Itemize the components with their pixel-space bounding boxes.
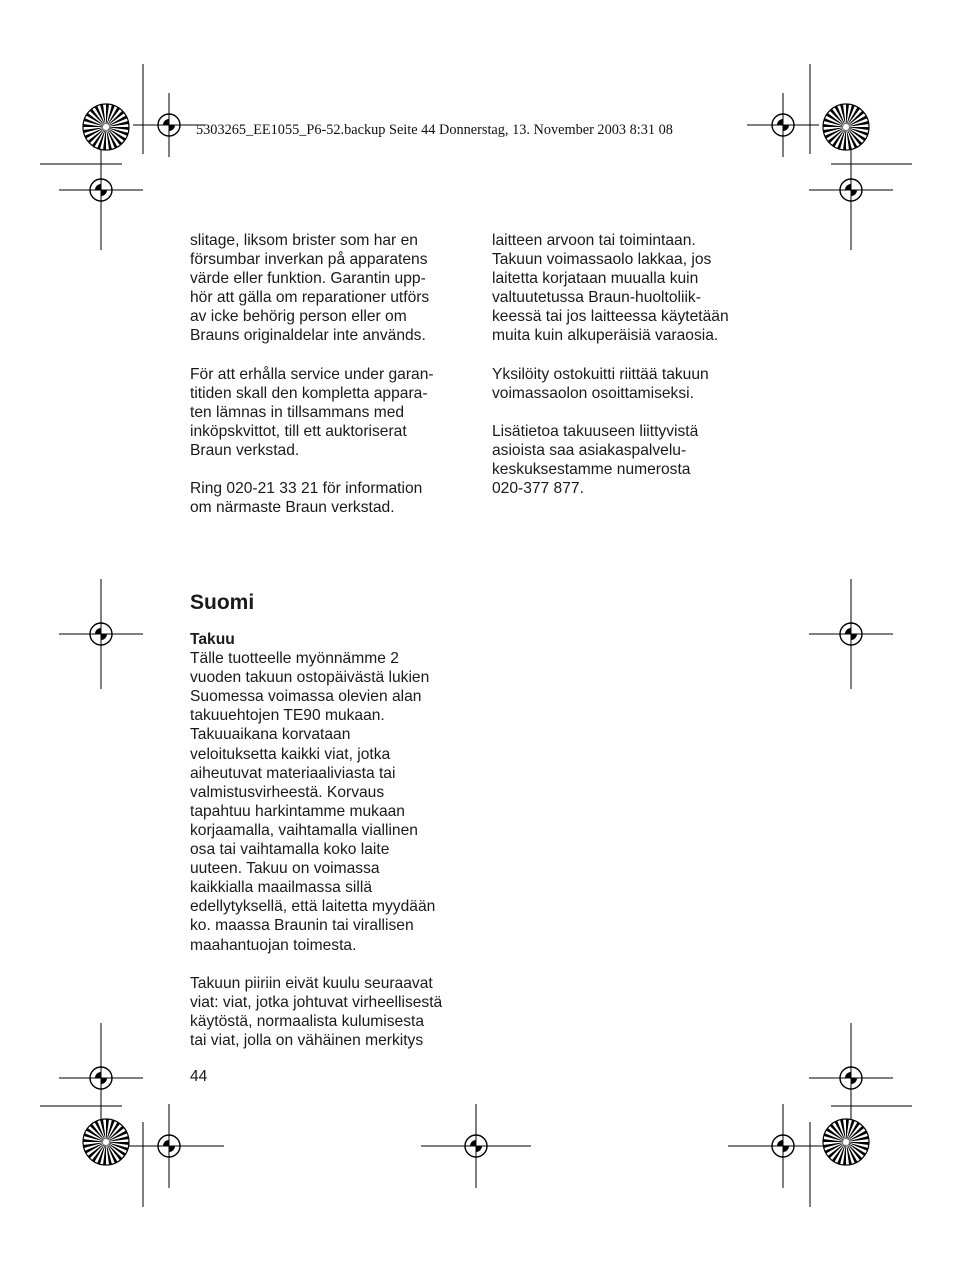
paragraph: För att erhålla service under garan- titiden skall den kompletta appara- ten lämnas in tillsammans med inköpskvittot, till ett auktoriserat Braun verkstad.: [190, 365, 434, 460]
paragraph: Takuun piiriin eivät kuulu seuraavat viat: viat, jotka johtuvat virheellisestä käytöstä, normaalista kulumisesta tai viat, jolla on vähäinen merkitys: [190, 974, 443, 1049]
crosshair-target-icon: [114, 1104, 224, 1188]
starburst-target-icon: [823, 104, 869, 150]
crosshair-target-icon: [728, 1104, 838, 1188]
paragraph: Tälle tuotteelle myönnämme 2 vuoden takuun ostopäivästä lukien Suomessa voimassa olevien alan takuuehtojen TE90 mukaan. Takuuaikana korvataan veloituksetta kaikki viat, jotka aiheutuvat materiaaliviasta tai valmistusvirheestä. Korvaus tapahtuu harkintamme mukaan korjaamalla, vaihtamalla viallinen osa tai vaihtamalla koko laite uuteen. Takuu on voimassa kaikkialla maailmassa sillä edellytyksellä, että laitetta myydään ko. maassa Braunin tai virallisen maahantuojan toimesta.: [190, 650, 436, 954]
page-number: 44: [190, 1068, 208, 1085]
crosshair-target-icon: [133, 93, 205, 157]
section-title: Suomi: [190, 591, 255, 614]
right-text-column: [492, 231, 767, 498]
crosshair-target-icon: [809, 1023, 893, 1133]
paragraph: Lisätietoa takuuseen liittyvistä asioista saa asiakaspalvelu- keskuksestamme numerosta 020-377 877.: [492, 422, 699, 498]
paragraph: slitage, liksom brister som har en försumbar inverkan på apparatens värde eller funktion. Garantin upp- hör att gälla om reparationer utförs av icke behörig person eller om Brauns originaldelar inte används.: [190, 232, 430, 345]
subheading: Takuu: [190, 631, 235, 648]
crosshair-target-icon: [59, 579, 143, 689]
starburst-target-icon: [83, 104, 129, 150]
starburst-target-icon: [823, 1119, 869, 1165]
crosshair-target-icon: [59, 1023, 143, 1133]
left-text-column: [190, 231, 465, 517]
crosshair-target-icon: [421, 1104, 531, 1188]
print-header-slug: 5303265_EE1055_P6-52.backup Seite 44 Donnerstag, 13. November 2003 8:31 08: [196, 122, 673, 138]
starburst-target-icon: [83, 1119, 129, 1165]
paragraph: laitteen arvoon tai toimintaan. Takuun voimassaolo lakkaa, jos laitetta korjataan muualla kuin valtuutetussa Braun-huoltoliik- keessä tai jos laitteessa käytetään muita kuin alkuperäisiä varaosia.: [492, 232, 729, 345]
finnish-text-column: [190, 630, 465, 1050]
paragraph: Yksilöity ostokuitti riittää takuun voimassaolon osoittamiseksi.: [492, 365, 709, 402]
paragraph: Ring 020-21 33 21 för information om närmaste Braun verkstad.: [190, 480, 423, 517]
crosshair-target-icon: [809, 579, 893, 689]
crosshair-target-icon: [747, 93, 819, 157]
